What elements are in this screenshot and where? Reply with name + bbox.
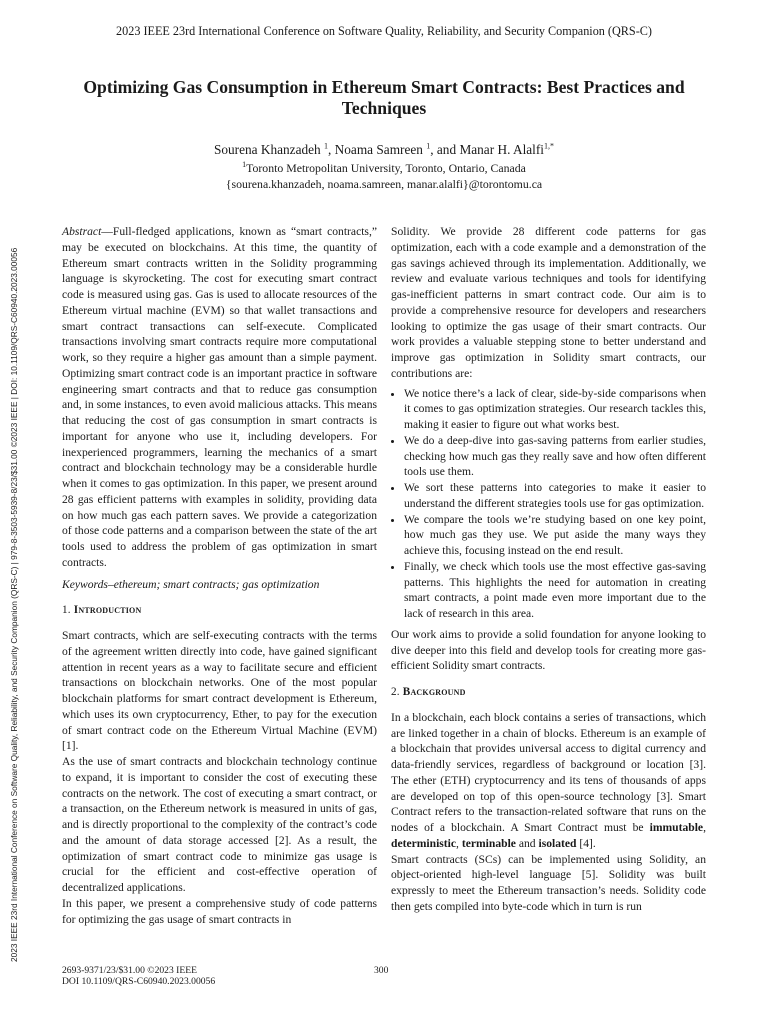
affiliation — [60, 160, 708, 176]
section-number: 2. — [391, 686, 400, 698]
footer-doi: DOI 10.1109/QRS-C60940.2023.00056 — [62, 976, 216, 987]
side-doi-note: 2023 IEEE 23rd International Conference on Software Quality, Reliability, and Security Companion (QRS-C) | 979-8-3503-5939-8/23/$31.00 ©2023 IEEE | DOI: 10.1109/QRS-C60940.2023.00056 — [9, 247, 19, 962]
list-item: • Finally, we check which tools use the most effective gas-saving patterns. This highlights the need for automation in creating smart contracts, a point made even more important due to the lack of research in this area. — [404, 559, 706, 622]
section-number: 1. — [62, 604, 71, 617]
author-affiliation-mark: 1,* — [544, 141, 554, 151]
contributions-list — [391, 386, 706, 622]
list-item: • We notice there’s a lack of clear, side-by-side comparisons when it comes to gas optimization strategies. Our research tackles this, making it easier to figure out what works best. — [404, 386, 706, 433]
page-number: 300 — [374, 965, 389, 976]
section-heading-background — [391, 685, 706, 701]
property-terminable: terminable — [461, 836, 516, 850]
background-paragraph: Smart contracts (SCs) can be implemented using Solidity, an object-oriented high-level language [5]. Solidity was built expressly to meet the Ethereum transaction’s needs. Solidity code then gets compiled into byte-code which in turn is run — [391, 852, 706, 913]
list-item: • We do a deep-dive into gas-saving patterns from earlier studies, checking how much gas they really save and how often different tools use them. — [404, 433, 706, 480]
right-column — [391, 224, 706, 915]
affiliation-mark: 1 — [242, 160, 247, 170]
affiliation-text: Toronto Metropolitan University, Toronto, Ontario, Canada — [246, 161, 526, 175]
author-name: Sourena Khanzadeh — [213, 142, 321, 157]
abstract-text: Full-fledged applications, known as “smart contracts,” may be executed on blockchains. At this time, the quantity of Ethereum smart contracts written in the Solidity programming language is skyrocketing. The cost for executing smart contract code is measured using gas. Gas is used to allocate resources of the Ethereum virtual machine (EVM) so that wallet transactions and smart contract transactions can self-execute. Complicated transactions involving smart contracts require more computational work, so they require a higher gas amount than a simple payment. Optimizing smart contract code is an important practice in software engineering smart contracts and that to reduce gas consumption and, in some instances, to even avoid malicious attacks. This means that reducing the cost of gas consumption in smart contracts is important for anyone who use it, including developers. For inexperienced programmers, learning the mechanics of a smart contract and blockchain technology may be a considerable hurdle when it comes to gas optimization. In this paper, we present around 28 gas efficient patterns with examples in solidity, providing data on how much gas each pattern saves. We provide a categorization of those code patterns and a comparison between the state of the art tools used to address the problem of gas optimization in smart contracts. — [62, 225, 377, 569]
contributions-conclusion: Our work aims to provide a solid foundation for anyone looking to dive deeper into this field and develop tools for creating more gas-efficient Solidity smart contracts. — [391, 627, 706, 673]
list-item: • We compare the tools we’re studying based on one key point, how much gas they use. We put aside the many ways they achieve this, focusing instead on the end result. — [404, 512, 706, 559]
author-separator: , and — [430, 142, 457, 157]
paper-title: Optimizing Gas Consumption in Ethereum Smart Contracts: Best Practices and Techniques — [83, 77, 685, 118]
footer-copyright — [62, 965, 215, 987]
author-name: Noama Samreen — [334, 142, 423, 157]
left-column — [62, 224, 377, 927]
keywords: Keywords–ethereum; smart contracts; gas optimization — [62, 577, 320, 591]
abstract — [62, 224, 377, 571]
author-affiliation-mark: 1 — [426, 141, 431, 151]
property-immutable: immutable — [649, 821, 704, 834]
abstract-label: Abstract — [62, 225, 102, 238]
author-affiliation-mark: 1 — [324, 141, 329, 151]
intro-paragraph: In this paper, we present a comprehensive study of code patterns for optimizing the gas usage of smart contracts in — [62, 896, 377, 926]
author-name: Manar H. Alalfi — [459, 142, 544, 157]
author-list: Sourena Khanzadeh $^1$, Noama Samreen $^1$, and Manar H. Alalfi$^{1,*}$ — [213, 141, 554, 157]
intro-continuation: Solidity. We provide 28 different code patterns for gas optimization, each with a code example and a demonstration of the gas savings achieved through its implementation. Additionally, we review and evaluate various techniques and tools for identifying gas-inefficient patterns in smart contract code. Our aim is to provide a comprehensive resource for developers and researchers looking to optimize the gas usage of their smart contracts. Our work provides a valuable stepping stone to better understand and improve gas optimization in Solidity smart contracts, our contributions are: — [391, 225, 706, 380]
abstract-dash: — — [101, 225, 113, 238]
section-title: Background — [402, 686, 466, 698]
property-isolated: isolated — [538, 836, 577, 850]
section-heading-introduction — [62, 603, 377, 619]
running-header: 2023 IEEE 23rd International Conference on Software Quality, Reliability, and Security Companion (QRS-C) — [116, 24, 652, 38]
list-item: • We sort these patterns into categories to make it easier to understand the different strategies tools use for gas optimization. — [404, 480, 706, 512]
intro-paragraph: As the use of smart contracts and blockchain technology continue to expand, it is important to consider the cost of executing these contracts on the network. The cost of executing a smart contract, or a transaction, on the Ethereum network is measured in units of gas, and is directly proportional to the complexity of the contract’s code and the amount of data storage accessed [2]. As a result, the optimization of smart contract code to minimize gas usage is crucial for the efficient and cost-effective operation of decentralized applications. — [62, 755, 377, 894]
background-paragraph: In a blockchain, each block contains a series of transactions, which are linked together in a chain of blocks. Ethereum is an example of a blockchain that provides universal access to digital currency and data-friendly services, regardless of background or location [3]. The ether (ETH) cryptocurrency and its tens of thousands of apps are developed on top of this open-source technology [3]. Smart Contract refers to the transaction-related software that runs on the nodes of a blockchain. A Smart Contract must be immutable, deterministic, terminable and isolated [4]. — [391, 710, 706, 850]
footer-issn: 2693-9371/23/$31.00 ©2023 IEEE — [62, 965, 197, 976]
intro-paragraph: Smart contracts, which are self-executing contracts with the terms of the agreement written directly into code, have gained significant attention in recent years as a way to facilitate secure and efficient transactions on blockchain networks. One of the most popular blockchain platforms for smart contract development is Ethereum, which uses its own cryptocurrency, Ether, to pay for the execution of smart contract code on the Ethereum Virtual Machine (EVM) [1]. — [62, 629, 377, 753]
author-emails: {sourena.khanzadeh, noama.samreen, manar.alalfi}@torontomu.ca — [225, 177, 543, 191]
property-deterministic: deterministic — [391, 836, 457, 850]
section-title: Introduction — [73, 604, 142, 617]
